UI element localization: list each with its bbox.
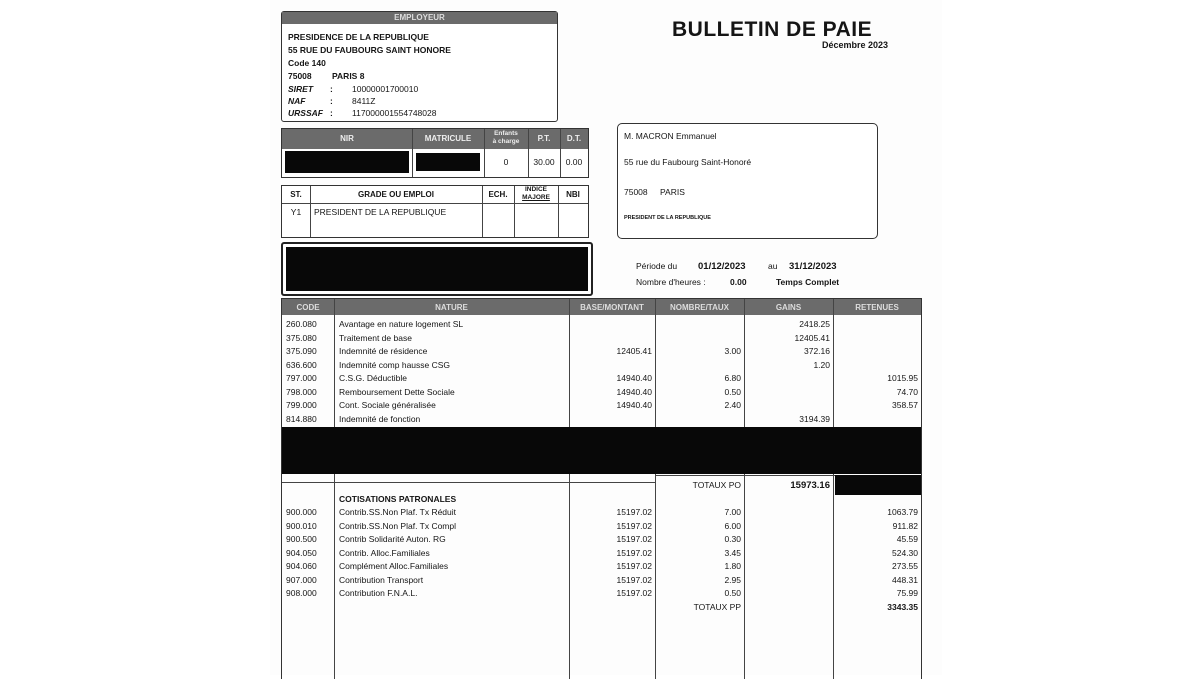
cell-code: 900.010 xyxy=(286,520,317,531)
cell-gains: 12405.41 xyxy=(794,332,830,343)
cell-code: 799.000 xyxy=(286,400,317,410)
cell-base: 15197.02 xyxy=(616,574,652,585)
grade-box xyxy=(281,185,589,238)
cell-gains: 2418.25 xyxy=(799,319,830,329)
totaux-pp-label: TOTAUX PP xyxy=(693,602,741,612)
cell-nature: Contrib.SS.Non Plaf. Tx Réduit xyxy=(339,507,457,517)
cell-code: 900.000 xyxy=(286,507,317,517)
cell-nature: Contribution F.N.A.L. xyxy=(339,588,418,598)
col-nature-header: NATURE xyxy=(435,303,468,312)
cell-retenues: 45.59 xyxy=(896,534,918,544)
cell-code: 908.000 xyxy=(286,588,317,598)
cell-retenues: 273.55 xyxy=(892,561,918,571)
cell-nature: Contribution Transport xyxy=(339,574,424,585)
cell-base xyxy=(569,413,652,426)
cell-taux: 6.80 xyxy=(724,373,741,383)
time-value: Temps Complet xyxy=(776,277,840,287)
cell-nature: Contrib. Alloc.Familiales xyxy=(339,547,430,558)
grade-sep-3 xyxy=(514,186,515,237)
totaux-pp-value: 3343.35 xyxy=(887,602,918,612)
recipient-role: PRESIDENT DE LA REPUBLIQUE xyxy=(624,215,711,221)
employer-street: 55 RUE DU FAUBOURG SAINT HONORE xyxy=(288,45,451,55)
cell-base xyxy=(569,359,652,372)
cell-base: 14940.40 xyxy=(616,386,652,397)
cell-code: 375.090 xyxy=(286,346,317,356)
cell-retenues: 358.57 xyxy=(892,400,918,410)
cell-base: 14940.40 xyxy=(616,373,652,383)
ids-box xyxy=(281,128,589,178)
cell-nature: Traitement de base xyxy=(339,332,412,343)
cell-nature: Indemnité de fonction xyxy=(339,413,421,424)
cell-code: 375.080 xyxy=(286,332,317,343)
st-value: Y1 xyxy=(290,207,302,217)
cell-taux: 2.95 xyxy=(724,574,741,585)
cell-taux xyxy=(655,359,741,372)
naf-value: 8411Z xyxy=(352,96,376,106)
cell-nature: Indemnité comp hausse CSG xyxy=(339,359,451,370)
st-header: ST. xyxy=(290,190,302,199)
col-gains-header: GAINS xyxy=(775,303,802,312)
cell-retenues: 1063.79 xyxy=(887,507,918,517)
indice-header xyxy=(514,186,558,202)
cell-taux: 0.50 xyxy=(724,386,741,397)
cell-code: 900.500 xyxy=(286,534,317,544)
cell-gains xyxy=(744,399,830,412)
retenues-total-redaction xyxy=(835,475,921,495)
ids-sep-4 xyxy=(560,129,561,177)
cell-taux: 0.30 xyxy=(724,534,741,544)
col-code-header: CODE xyxy=(296,303,320,312)
cell-retenues: 911.82 xyxy=(892,520,918,531)
cell-gains xyxy=(744,386,830,399)
cell-retenues: 448.31 xyxy=(892,574,918,585)
cell-code: 260.080 xyxy=(286,319,317,329)
cell-base: 14940.40 xyxy=(616,400,652,410)
cell-nature: Indemnité de résidence xyxy=(339,346,428,356)
naf-colon: : xyxy=(330,96,333,106)
cell-code: 636.600 xyxy=(286,359,317,370)
cell-code: 797.000 xyxy=(286,373,317,383)
period-label: Période du xyxy=(636,261,678,271)
enfants-header-1: Enfants xyxy=(494,130,518,137)
cell-base xyxy=(569,318,652,331)
document-title: BULLETIN DE PAIE xyxy=(672,18,873,41)
pt-header: P.T. xyxy=(537,134,551,143)
period-to: 31/12/2023 xyxy=(789,261,837,272)
redacted-block xyxy=(286,247,588,291)
enfants-header xyxy=(484,130,528,146)
ids-sep-3 xyxy=(528,129,529,177)
ids-sep-1 xyxy=(412,129,413,177)
employer-postal: 75008 xyxy=(288,71,312,81)
cell-retenues: 75.99 xyxy=(896,588,918,598)
cell-base: 15197.02 xyxy=(616,588,652,598)
cell-base: 15197.02 xyxy=(616,507,652,517)
grade-header: GRADE OU EMPLOI xyxy=(357,190,434,199)
siret-value: 10000001700010 xyxy=(352,84,419,94)
cell-base: 12405.41 xyxy=(616,346,652,356)
cell-retenues xyxy=(833,318,918,331)
cell-taux xyxy=(655,413,741,426)
table-redaction xyxy=(282,427,921,474)
ids-sep-2 xyxy=(484,129,485,177)
nir-header: NIR xyxy=(340,134,354,143)
hours-value: 0.00 xyxy=(730,277,747,287)
cell-taux xyxy=(655,332,741,345)
urssaf-value: 117000001554748028 xyxy=(352,108,437,118)
matricule-header: MATRICULE xyxy=(424,134,472,143)
cell-retenues: 524.30 xyxy=(892,547,918,558)
cell-taux: 3.45 xyxy=(724,547,741,558)
grade-value: PRESIDENT DE LA REPUBLIQUE xyxy=(314,207,447,217)
naf-label: NAF xyxy=(288,96,306,106)
cell-retenues xyxy=(833,413,918,426)
cell-taux: 3.00 xyxy=(724,346,741,356)
patronal-section-title: COTISATIONS PATRONALES xyxy=(339,494,457,504)
cell-taux: 6.00 xyxy=(724,520,741,531)
cell-nature: Complément Alloc.Familiales xyxy=(339,561,449,571)
period-au: au xyxy=(768,261,778,271)
cell-code: 798.000 xyxy=(286,386,317,397)
employer-box xyxy=(281,11,558,122)
matricule-redaction xyxy=(416,153,480,171)
enfants-header-2: à charge xyxy=(492,138,520,145)
employer-city: PARIS 8 xyxy=(332,71,365,81)
employer-code: Code 140 xyxy=(288,58,326,68)
dt-header: D.T. xyxy=(566,134,582,143)
cell-base xyxy=(569,332,652,345)
recipient-city: PARIS xyxy=(660,187,685,197)
redacted-block-frame xyxy=(281,242,593,296)
period-from: 01/12/2023 xyxy=(698,261,746,272)
totaux-po-value: 15973.16 xyxy=(790,480,830,491)
enfants-value: 0 xyxy=(503,157,509,167)
document-month: Décembre 2023 xyxy=(822,40,889,50)
grade-sep-4 xyxy=(558,186,559,237)
siret-label: SIRET xyxy=(288,84,314,94)
cell-code: 814.880 xyxy=(286,413,317,424)
cell-nature: Contrib Solidarité Auton. RG xyxy=(339,534,446,544)
cell-taux: 1.80 xyxy=(724,561,741,571)
nbi-header: NBI xyxy=(566,190,580,199)
cell-retenues xyxy=(833,332,918,345)
cell-nature: Cont. Sociale généralisée xyxy=(339,400,436,410)
cell-code: 904.060 xyxy=(286,561,317,571)
cell-retenues: 74.70 xyxy=(896,386,918,397)
dt-value: 0.00 xyxy=(565,157,583,167)
cell-base: 15197.02 xyxy=(616,534,652,544)
cell-taux: 7.00 xyxy=(724,507,741,517)
cell-nature: C.S.G. Déductible xyxy=(339,373,408,383)
cell-retenues: 1015.95 xyxy=(887,373,918,383)
siret-colon: : xyxy=(330,84,333,94)
col-taux-header: NOMBRE/TAUX xyxy=(670,303,729,312)
employer-header: EMPLOYEUR xyxy=(282,12,557,24)
cell-retenues xyxy=(833,359,918,372)
pt-value: 30.00 xyxy=(533,157,555,167)
cell-nature: Avantage en nature logement SL xyxy=(339,319,464,329)
cell-retenues xyxy=(833,345,918,358)
col-retenues-header: RETENUES xyxy=(855,303,899,312)
recipient-name: M. MACRON Emmanuel xyxy=(624,131,717,141)
cell-gains: 3194.39 xyxy=(799,413,830,424)
urssaf-colon: : xyxy=(330,108,333,118)
cell-taux xyxy=(655,318,741,331)
indice-header-2: MAJORE xyxy=(522,194,550,201)
col-base-header: BASE/MONTANT xyxy=(580,303,644,312)
cell-base: 15197.02 xyxy=(616,547,652,558)
indice-header-1: INDICE xyxy=(524,186,548,193)
totaux-po-label: TOTAUX PO xyxy=(692,480,741,490)
recipient-postal: 75008 xyxy=(624,187,648,197)
col-sep-1 xyxy=(334,299,335,679)
cell-code: 904.050 xyxy=(286,547,317,558)
urssaf-label: URSSAF xyxy=(288,108,323,118)
cell-base: 15197.02 xyxy=(616,561,652,571)
cell-nature: Contrib.SS.Non Plaf. Tx Compl xyxy=(339,520,456,531)
recipient-street: 55 rue du Faubourg Saint-Honoré xyxy=(624,157,752,167)
cell-gains xyxy=(744,372,830,385)
employer-name: PRESIDENCE DE LA REPUBLIQUE xyxy=(288,32,429,42)
nir-redaction xyxy=(285,151,409,173)
cell-taux: 2.40 xyxy=(724,400,741,410)
cell-code: 907.000 xyxy=(286,574,317,585)
grade-header-line xyxy=(282,203,588,204)
cell-nature: Remboursement Dette Sociale xyxy=(339,386,455,397)
cell-gains: 372.16 xyxy=(804,346,830,356)
patronal-top-line xyxy=(282,482,655,483)
pay-table xyxy=(281,298,922,679)
cell-base: 15197.02 xyxy=(616,520,652,531)
recipient-box xyxy=(617,123,878,239)
grade-sep-2 xyxy=(482,186,483,237)
grade-sep-1 xyxy=(310,186,311,237)
cell-gains: 1.20 xyxy=(813,359,830,370)
ech-header: ECH. xyxy=(488,190,508,199)
hours-label: Nombre d'heures : xyxy=(636,277,706,287)
cell-taux: 0.50 xyxy=(724,588,741,598)
